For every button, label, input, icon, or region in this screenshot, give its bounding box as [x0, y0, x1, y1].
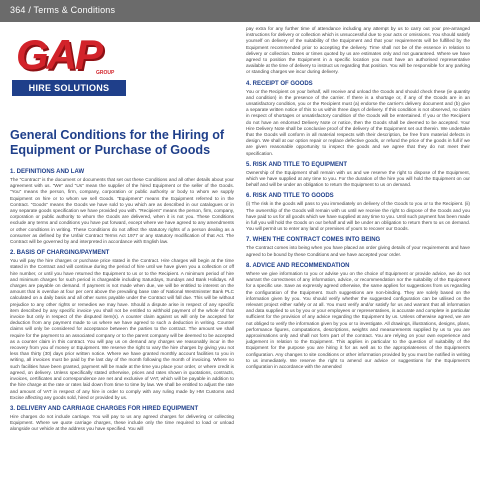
section-heading: 5. RISK AND TITLE TO EQUIPMENT — [246, 161, 348, 168]
document-title: General Conditions for the Hiring of Equipment or Purchase of Goods — [10, 128, 225, 157]
section-heading: 4. RECEIPT OF GOODS — [246, 80, 313, 87]
logo-letters: GAP — [16, 31, 102, 78]
section-body: (i) The risk in the goods will pass to you immediately on delivery of the Goods to you or to the Recipient. (ii) The ownership of the Goods will remain with us until we receive the right to dispose of the Goods and you have paid to us for all goods which we have supplied at any time to you. Until such payment has been made in full you will hold the Goods on our behalf and will be under an obligation to return them to us on demand. You will permit us to enter any land or premises of yours to recover our Goods. — [246, 201, 470, 232]
logo-strip: HIRE SOLUTIONS — [12, 80, 126, 96]
logo-group-text: GROUP — [96, 70, 115, 76]
section-risk-goods — [246, 192, 470, 232]
section-heading: 3. DELIVERY AND CARRIAGE CHARGES FOR HIRED EQUIPMENT — [10, 405, 199, 412]
page-label: 364 / Terms & Conditions — [10, 5, 116, 15]
section-risk-equipment — [246, 161, 470, 189]
section-contract — [246, 236, 470, 257]
section-receipt — [246, 80, 470, 157]
section-body: pay extra for any further time of attendance including any attempt by us to carry out your pre-arranged instructions for delivery or collection which is unsuccessful due to your acts or omissions. You should satisfy yourself on delivery of the suitability of the Equipment and that your requirements will be fulfilled by the Equipment recommended prior to accepting the delivery. Time shall not be of the essence in relation to delivery or collection. Dates or times quoted by us are estimates only and not guaranteed. Where we have agreed to position the Equipment in a specific location you must have an authorised representative available at the time of delivery to instruct us regarding that position. You will be responsible for any parking or standing charges we incur during delivery. — [246, 26, 470, 75]
company-logo — [12, 30, 126, 104]
page-header-bar — [0, 0, 480, 22]
section-delivery-continued — [246, 26, 470, 76]
section-body: Hire charges do not include carriage. You will pay to us any agreed charges for delivering or collecting Equipment. Where we quote carriage charges, these include only the time required to load or unload alongside our vehicle at the address you have specified. You will — [10, 413, 234, 432]
right-column — [246, 26, 470, 374]
section-advice — [246, 262, 470, 370]
section-body: The Contract comes into being when you have placed an order giving details of your requirements and have agreed to be bound by these Conditions and we have accepted your order. — [246, 245, 470, 257]
section-heading: 6. RISK AND TITLE TO GOODS — [246, 193, 334, 200]
section-heading: 7. WHEN THE CONTRACT COMES INTO BEING — [246, 237, 381, 244]
section-definitions — [10, 168, 234, 245]
section-delivery — [10, 405, 234, 433]
section-body: Ownership of the Equipment shall remain with us and we reserve the right to dispose of the Equipment, which we have supplied at any time to you. For the duration of the hire you will hold the Equipment on our behalf and will be under an obligation to return the Equipment to us on demand. — [246, 169, 470, 188]
section-body: Where we give information to you or advise you on the choice of Equipment or provide advice, we do not warrant the correctness of any information, advice, or recommendation nor the suitability of the Equipment for a specific use. Save as expressly agreed otherwise, the same applies for suggestions from us regarding the configuration of the Equipment. Such suggestions are non-binding. They are solely based on the information given by you. You should verify whether the suggested configuration can be utilised on the relevant project either safely or at all. You must verify and/or satisfy for us and warrant that all information and data supplied to us by you or your employees or representatives, is accurate and complete in particular sufficient for the provision of any advice regarding the Equipment by us. Unless otherwise agreed, we are not obliged to verify the information given by you or to investigate. All drawings, illustrations, designs, plans, performance figures, computations, descriptions, weights and measurements supplied by us to you are approximations only and shall not form part of the contract. You are relying on your own experience and judgement in relation to the Equipment. This applies in particular to the question of suitability of the Equipment for the purpose you are hiring it for as well as to the appropriateness of the Equipment's configuration. Any changes to site conditions or other information provided by you must be notified in writing to us immediately. We reserve the right to amend our advice or suggestions for the Equipment's configuration in accordance with the amended — [246, 270, 470, 369]
section-heading: 1. DEFINITIONS AND LAW — [10, 169, 85, 175]
section-body: You or the Recipient on your behalf, will receive and unload the Goods and should check these (ie quantity and condition) in the presence of the carrier. If there is a shortage or, if any of the Goods are in an unsatisfactory condition, you or the Recipient must (a) endorse the carrier's delivery document and (b) give a separate written notice of this to us within three days of delivery. If this condition is not observed, no claim in respect of shortages or unsatisfactory condition of the Goods will be entertained. If you or the Recipient do not have an endorsed Delivery Note or notice, then the Goods shall be deemed to be accepted. Your Hire Delivery Note shall be conclusive proof of the delivery of the Equipment set out therein. We undertake that the Goods will conform in all material respects with their description, be free from material defects in design. We shall at our option repair or replace defective goods, or refund the price of the goods in full if we are given reasonable opportunity to inspect the goods and we agree that they do not meet their specification. — [246, 88, 470, 156]
section-body: The "Contract" is the document or documents that set out these Conditions and all other details about your agreement with us. "We" and "Us" mean the supplier of the hired Equipment or the seller of the Goods. "You" means the person, firm, company, corporation or public authority or body to whom we supply Equipment on hire or to whom we sell Goods. "Equipment" means the Equipment referred to in the Contract. "Goods" means the Goods we have sold to you which are as described in our catalogues or in any separate goods specification we have provided you with. "Recipient" means the person, firm, company, corporation or public authority to whom the Goods are delivered, when it is not you. These Conditions exclude any terms and conditions you have put forward, except where we have agreed to any amendments or other conditions in writing. These Conditions do not affect the statutory rights of a person dealing as a consumer as defined by the Unfair Contract Terms Act 1977 or any statutory modification of that Act. The Contract will be governed by and interpreted in accordance with English law. — [10, 177, 234, 245]
section-charging — [10, 249, 234, 401]
left-column — [10, 168, 234, 437]
section-heading: 8. ADVICE AND RECOMMENDATION — [246, 262, 350, 269]
section-heading: 2. BASIS OF CHARGING/PAYMENT — [10, 250, 110, 257]
section-body: You will pay the hire charges or purchase price stated in the Contract. Hire charges will begin at the time stated in the Contract and will continue during the period of hire until we have given you a collection or off hire number, or until you have returned the Equipment to us or to the Recipient. A minimum period of hire and minimum charges for such period is chargeable including Saturdays, Sundays and Bank Holidays. All charges are payable on demand. If payment is not made when due, we will be entitled to interest on the amount that is overdue at four per cent above the prevailing base rate of National Westminster Bank PLC calculated on a daily basis and all other sums payable under the Contract will fall due. This will be without prejudice to any other rights or remedies we may have. Should a dispute arise in respect of any specific item described by any specific invoice you shall not be entitled to withhold payment of the whole of that invoice but only in respect of the disputed item(s). A counter claim against us will only be accepted for deduction from any payment made to us where we have agreed to such a deduction in writing. Counter claims will only be considered for acceptance between the parties to the contract. The amount we shall require for the payment to an associated company or to the parent company will be deemed to be accepted as a counter claim in this contract. You will pay us on demand any charges we reasonably incur in the recovery from you of money or Equipment. We reserve the right to vary the hire charges by giving you not less than thirty (30) days prior written notice. Where we have granted monthly account facilities to you in writing, all invoices must be paid by the last day of the month following the month of invoicing. Where no such facilities have been granted, payment will be made at the time you place your order, or where credit is agreed, on delivery. Unless specifically stated otherwise, prices and rates shown in quotations, contracts, invoices, certificates and correspondence are net and exclusive of VAT, which will be payable in addition to the hire charge at the rate or rates laid down from time to time by law. We shall be entitled to adjust the rate and amount of VAT in respect of any hire in order to comply with any ruling made by HM Customs and Excise affecting any goods sold, hired or provided by us. — [10, 258, 234, 400]
